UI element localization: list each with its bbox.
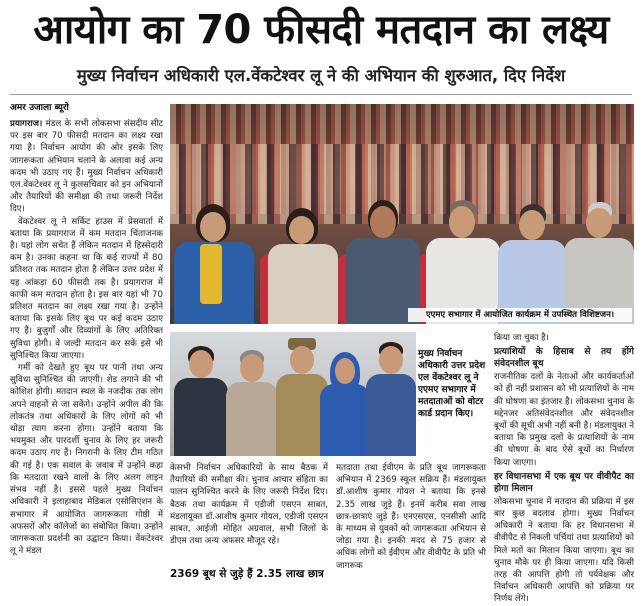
paragraph: गर्मी को देखते हुए बूथ पर पानी तथा अन्य सुविधा सुनिश्चित की जाएगी। शेड लगाने की भी कोशिश होगी। मतदान स्थल के नजदीक तक लोग अपने वाहनों से जा सकेंगे। उन्होंने अपील की कि लोकतंत्र तथा अधिकारों के लिए लोगों को भी थोड़ा त्याग करना होगा। उन्होंने बताया कि भयमुक्त और पारदर्शी चुनाव के लिए हर जरूरी कदम उठाए गए हैं। निगरानी के लिए टीम गठित की गई है। एक सवाल के जवाब में उन्होंने कहा कि मतदाता रखने वालों के लिए अलग लाइन संभव नहीं है। इससे पहले मुख्य निर्वाचन अधिकारी ने इलाहाबाद मेडिकल एसोसिएशन के सभागार में आयोजित जागरूकता गोष्ठी में अफसरों और कॉलेजों का संबोधित किया। उन्होंने जागरूकता प्रदर्शनी का उद्घाटन किया। वेंकटेश्वर लू ने मंडल <box>10 363 163 557</box>
headline: आयोग का 70 फीसदी मतदान का लक्ष्य <box>33 7 609 53</box>
subheadline: मुख्य निर्वाचन अधिकारी एल.वेंकटेश्वर लू ने की अभियान की शुरुआत, दिए निर्देश <box>76 66 566 85</box>
article-column-3 <box>336 462 486 586</box>
article-column-2 <box>170 462 328 566</box>
paragraph: मतदाता तथा ईवीएम के प्रति बूथ जागरूकता अभियान में 2369 स्कूल सक्रिय हैं। मंडलायुक्त डॉ.आशीष कुमार गोयल ने बताया कि इनसे 2.35 लाख जुड़े हैं। इनमें करीब सवा लाख छात्र-छात्राएं जुड़े हैं। एनएसएस, एनसीसी आदि के माध्यम से युवकों को जागरूकता अभियान से जोड़ा गया है। इनकी मदद से 75 हजार से अधिक लोगों को ईवीएम और वीवीपैट के प्रति भी जागरूक <box>336 463 486 571</box>
person-man-grey <box>562 202 634 324</box>
paragraph: किया जा चुका है। <box>494 333 549 343</box>
photo-caption: एएमए सभागार में आयोजित कार्यक्रम में उपस्थित विशिष्टजन। <box>408 308 632 322</box>
officials-photo <box>170 332 416 456</box>
person-man-blue-shirt <box>496 204 568 324</box>
person-woman-blue-saree <box>170 204 260 324</box>
dateline-city: प्रयागराज। <box>10 119 43 129</box>
person-man-blue-shirt <box>366 342 416 456</box>
person-man-suit <box>174 346 228 456</box>
section-subhead: प्रत्याशियों के हिसाब से तय होंगे संवेदनशील बूथ <box>494 347 634 370</box>
section-subhead: हर विधानसभा में एक बूथ पर वीवीपैट का होगा मिलान <box>494 471 634 494</box>
photo-caption: मुख्य निर्वाचन अधिकारी उत्तर प्रदेश एल वेंकटेश्वर लू ने एएमए सभागार में मतदाताओं को वोटर कार्ड प्रदान किए। <box>418 349 486 419</box>
section-subhead: 2369 बूथ से जुड़े हैं 2.35 लाख छात्र <box>170 568 324 580</box>
paragraph: प्रयागराज। मंडल के सभी लोकसभा संसदीय सीट पर इस बार 70 फीसदी मतदान का लक्ष्य रखा गया है। निर्वाचन आयोग की ओर इसके लिए जागरूकता अभियान चलाने के अलावा कई अन्य कदम भी उठाए गए हैं। मुख्य निर्वाचन अधिकारी एल.वेंकटेश्वर लू ने कुलसचिवार को इन अभियानों और तैयारियों की समीक्षा की तथा जरूरी निर्देश दिए। <box>10 119 163 215</box>
paragraph: केसभी निर्वाचन अधिकारियों के साथ बैठक में तैयारियों की समीक्षा की। चुनाव आचार संहिता का पालन सुनिश्चित करने के लिए जरूरी निर्देश दिए। बैठक तथा कार्यक्रम में एडीजी एसएन साबत, मंडलायुक्त डॉ.आशीष कुमार गोयल, एडीजी एसएन साबत, आईजी मोहित अग्रवाल, सभी जिलों के डीएम तथा अन्य अफसर मौजूद रहे। <box>170 463 328 547</box>
paragraph: लोकसभा चुनाव में मतदान की प्रक्रिया में इस बार कुछ बदलाव होगा। मुख्य निर्वाचन अधिकारी ने बताया कि हर विधानसभा में वीवीपैट से निकली पर्चियां तथा प्रत्याशियों को मिले मतों का मिलान किया जाएगा। बूथ का चुनाव मौके पर ही किया जाएगा। यदि किसी तरह की आपत्ति होगी तो पर्यवेक्षक और निर्वाचन अधिकारी आपत्ति को प्रक्रिया पर निर्णय लेंगे। <box>494 496 634 605</box>
paragraph: वेंकटेश्वर लू ने सर्किट हाउस में प्रेसवार्ता में बताया कि प्रयागराज में कम मतदान चिंताजनक है। यहां लोग सचेत हैं लेकिन मतदान में हिस्सेदारी कम है। उनका कहना था कि कई राज्यों में 80 प्रतिशत तक मतदान होता है लेकिन उत्तर प्रदेश में यह आंकड़ा 60 फीसदी तक है। प्रयागराज में काफी कम मतदान होता है। इस बार यहां भी 70 प्रतिशत मतदान का लक्ष्य रखा गया है। उन्होंने बताया कि इसके लिए बूथ पर कई कदम उठाए गए हैं। बुजुर्गों और दिव्यांगों के लिए अतिरिक्त सुविधा होगी। वे जल्दी मतदान कर सकें इसे भी सुनिश्चित किया जाएगा। <box>10 216 163 361</box>
article-column-4 <box>494 332 634 605</box>
person-man-dark-shirt <box>342 200 422 324</box>
person-man-white-shirt <box>422 200 502 324</box>
article-column-1 <box>10 118 163 586</box>
byline: अमर उजाला ब्यूरो <box>10 103 69 113</box>
auditorium-photo <box>170 104 634 324</box>
divider <box>10 94 632 95</box>
paragraph: राजनीतिक दलों के नेताओं और कार्यकर्ताओं को ही नहीं प्रशासन को भी प्रत्याशियों के नाम की घोषणा का इंतजार है। लोकसभा चुनाव के मद्देनजर अतिसंवेदनशील और संवेदनशील बूथों की सूची अभी नहीं बनी है। मंडलायुक्त ने बताया कि प्रमुख दलों के प्रत्याशियों के नाम की घोषणा के बाद ऐसे बूथों का निर्धारण किया जाएगा। <box>494 372 634 468</box>
person-woman-blue-dupatta <box>320 352 370 456</box>
person-woman-cream <box>262 208 342 324</box>
person-man-checked-shirt <box>226 350 278 456</box>
